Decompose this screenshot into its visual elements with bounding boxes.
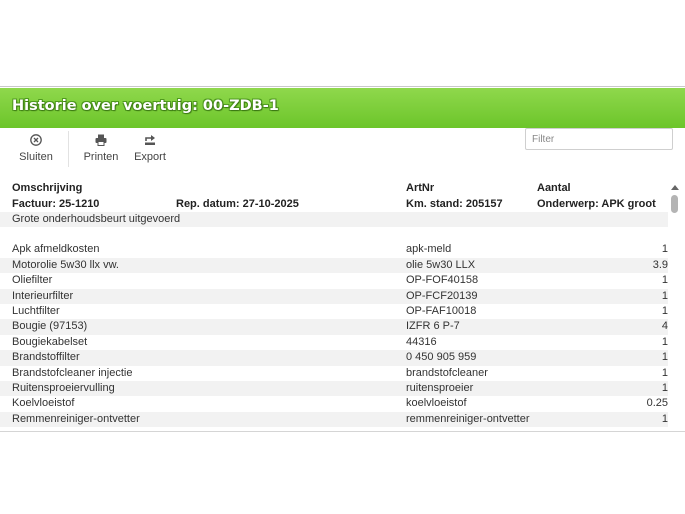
row-artnr: koelvloeistof <box>406 397 467 410</box>
row-artnr: OP-FCF20139 <box>406 289 478 302</box>
row-description: Brandstoffilter <box>12 351 80 364</box>
mileage: Km. stand: 205157 <box>406 198 503 210</box>
table-body <box>0 242 668 427</box>
table-row[interactable] <box>0 242 668 257</box>
row-quantity: 1 <box>661 412 668 425</box>
column-header-description: Omschrijving <box>12 182 83 194</box>
row-artnr: 44316 <box>406 335 437 348</box>
invoice-note: Grote onderhoudsbeurt uitgevoerd <box>12 213 181 225</box>
row-artnr: OP-FAF10018 <box>406 304 477 317</box>
row-description: Apk afmeldkosten <box>12 243 100 256</box>
row-description: Ruitensproeiervulling <box>12 381 115 394</box>
row-quantity: 1 <box>661 289 668 302</box>
print-button[interactable] <box>80 129 122 167</box>
row-quantity: 1 <box>661 335 668 348</box>
table-header <box>0 180 668 196</box>
row-quantity: 1 <box>661 243 668 256</box>
scroll-up-icon[interactable] <box>671 185 679 190</box>
row-quantity: 4 <box>661 320 668 333</box>
row-quantity: 1 <box>661 381 668 394</box>
table-row[interactable] <box>0 381 668 396</box>
row-description: Koelvloeistof <box>12 397 75 410</box>
invoice-header <box>0 196 668 212</box>
row-artnr: apk-meld <box>406 243 452 256</box>
invoice-note-row <box>0 212 668 227</box>
close-label: Sluiten <box>19 151 53 163</box>
filter-input[interactable] <box>525 128 673 150</box>
dialog-title: Historie over voertuig: 00-ZDB-1 <box>12 98 279 114</box>
row-artnr: ruitensproeier <box>406 381 474 394</box>
table-row[interactable] <box>0 258 668 273</box>
invoice-number: Factuur: 25-1210 <box>12 198 100 210</box>
scrollbar-thumb[interactable] <box>671 195 678 213</box>
repair-date: Rep. datum: 27-10-2025 <box>176 198 299 210</box>
row-artnr: 0 450 905 959 <box>406 351 477 364</box>
column-header-qty: Aantal <box>537 182 571 194</box>
table-row[interactable] <box>0 319 668 334</box>
row-description: Brandstofcleaner injectie <box>12 366 133 379</box>
vehicle-history-dialog <box>0 86 685 432</box>
toolbar-divider <box>68 131 69 167</box>
row-quantity: 0.25 <box>646 397 668 410</box>
row-description: Motorolie 5w30 llx vw. <box>12 258 119 271</box>
print-label: Printen <box>83 151 119 163</box>
table-row[interactable] <box>0 412 668 427</box>
history-table <box>0 180 668 427</box>
row-artnr: brandstofcleaner <box>406 366 488 379</box>
row-description: Oliefilter <box>12 274 53 287</box>
row-artnr: olie 5w30 LLX <box>406 258 476 271</box>
row-artnr: remmenreiniger-ontvetter <box>406 412 530 425</box>
row-artnr: IZFR 6 P-7 <box>406 320 460 333</box>
vertical-scrollbar[interactable] <box>669 183 683 429</box>
row-description: Luchtfilter <box>12 304 60 317</box>
table-row[interactable] <box>0 304 668 319</box>
row-quantity: 1 <box>661 366 668 379</box>
table-row[interactable] <box>0 273 668 288</box>
row-quantity: 3.9 <box>652 258 668 271</box>
row-description: Bougie (97153) <box>12 320 88 333</box>
column-header-artnr: ArtNr <box>406 182 435 194</box>
table-row[interactable] <box>0 350 668 365</box>
row-description: Interieurfilter <box>12 289 74 302</box>
row-artnr: OP-FOF40158 <box>406 274 479 287</box>
printer-icon <box>80 133 122 151</box>
table-row[interactable] <box>0 396 668 411</box>
export-button[interactable] <box>130 129 170 167</box>
row-description: Remmenreiniger-ontvetter <box>12 412 140 425</box>
row-quantity: 1 <box>661 351 668 364</box>
table-row[interactable] <box>0 366 668 381</box>
export-icon <box>130 133 170 151</box>
table-row[interactable] <box>0 335 668 350</box>
close-button[interactable] <box>12 129 60 167</box>
row-quantity: 1 <box>661 274 668 287</box>
dialog-titlebar <box>0 88 685 128</box>
export-label: Export <box>134 151 166 163</box>
row-description: Bougiekabelset <box>12 335 88 348</box>
subject: Onderwerp: APK groot <box>537 198 656 210</box>
table-row[interactable] <box>0 289 668 304</box>
close-circle-icon <box>12 133 60 151</box>
spacer-row <box>0 227 668 242</box>
row-quantity: 1 <box>661 304 668 317</box>
